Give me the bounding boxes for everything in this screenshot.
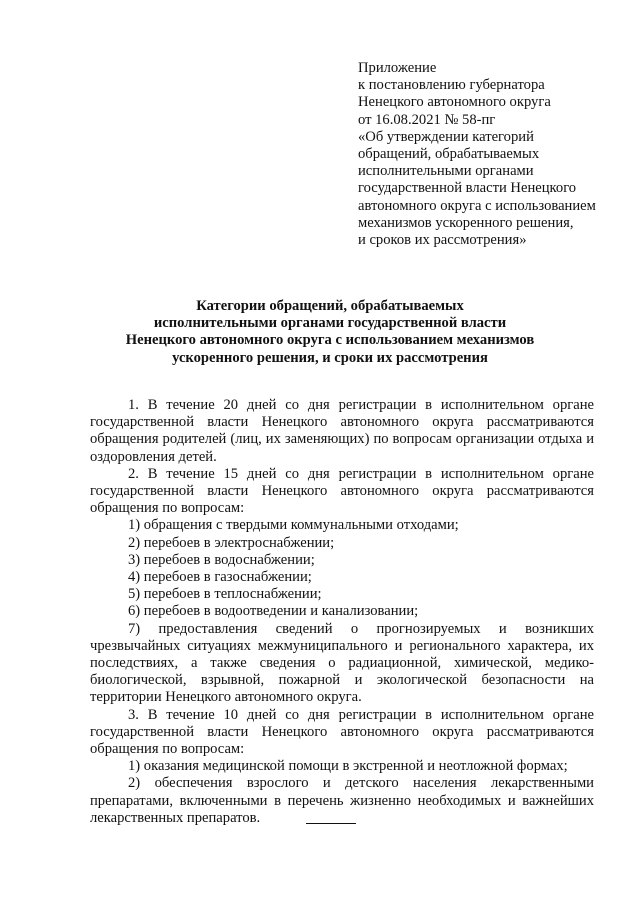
section-2-item-4: 4) перебоев в газоснабжении; xyxy=(128,569,312,586)
appendix-line: механизмов ускоренного решения, xyxy=(358,214,574,231)
appendix-line: Приложение xyxy=(358,60,437,76)
appendix-line: от 16.08.2021 № 58-пг xyxy=(358,111,496,128)
section-2-item-2: 2) перебоев в электроснабжении; xyxy=(128,534,335,551)
section-2-item-3: 3) перебоев в водоснабжении; xyxy=(128,551,315,568)
title-line: Ненецкого автономного округа с использованием механизмов xyxy=(125,332,535,349)
section-2-item-7: 7) предоставления сведений о прогнозируемых и возникших чрезвычайных ситуациях межмуниципального и регионального характера, их последствиях, а также сведения о радиационной, химической, медико-биологической, взрывной, пожарной и экологической безопасности на территории Ненецкого автономного округа. xyxy=(90,620,594,706)
appendix-line: и сроков их рассмотрения» xyxy=(358,232,527,249)
section-3-item-2: 2) обеспечения взрослого и детского населения лекарственными препаратами, включенными в перечень жизненно необходимых и важнейших лекарственных препаратов. xyxy=(90,775,594,826)
section-3-first-line: 3. В течение 10 дней со дня регистрации в исполнительном органе xyxy=(128,706,594,723)
section-2-third-line: обращения по вопросам: xyxy=(90,500,245,517)
section-3-second-line: государственной власти Ненецкого автономного округа рассматриваются xyxy=(90,723,594,740)
section-1-first-line: 1. В течение 20 дней со дня регистрации в исполнительном органе xyxy=(128,397,594,413)
document-body xyxy=(90,397,594,827)
section-2-second-line: государственной власти Ненецкого автономного округа рассматриваются xyxy=(90,483,594,500)
title-line: исполнительными органами государственной власти xyxy=(153,315,507,332)
section-3-item-1: 1) оказания медицинской помощи в экстренной и неотложной формах; xyxy=(128,758,568,775)
section-3-third-line: обращения по вопросам: xyxy=(90,741,245,758)
section-2-item-1: 1) обращения с твердыми коммунальными отходами; xyxy=(128,517,459,534)
appendix-line: к постановлению губернатора xyxy=(358,77,545,94)
section-2-item-5: 5) перебоев в теплоснабжении; xyxy=(128,586,322,603)
appendix-line: государственной власти Ненецкого xyxy=(358,180,577,197)
appendix-line: автономного округа с использованием xyxy=(358,197,596,214)
title-line: ускоренного решения, и сроки их рассмотрения xyxy=(172,349,488,366)
section-2-item-6: 6) перебоев в водоотведении и канализовании; xyxy=(128,603,419,620)
appendix-line: «Об утверждении категорий xyxy=(358,128,534,145)
appendix-line: исполнительными органами xyxy=(358,163,534,180)
section-2-first-line: 2. В течение 15 дней со дня регистрации в исполнительном органе xyxy=(128,465,594,482)
appendix-block xyxy=(358,60,628,249)
appendix-line: обращений, обрабатываемых xyxy=(358,146,540,163)
document-title xyxy=(90,298,570,367)
appendix-line: Ненецкого автономного округа xyxy=(358,94,551,111)
section-1-text: государственной власти Ненецкого автономного округа рассматриваются обращения родителей (лиц, их заменяющих) по вопросам организации отдыха и оздоровления детей. xyxy=(90,414,594,465)
title-line: Категории обращений, обрабатываемых xyxy=(196,298,464,314)
end-divider xyxy=(306,823,356,824)
